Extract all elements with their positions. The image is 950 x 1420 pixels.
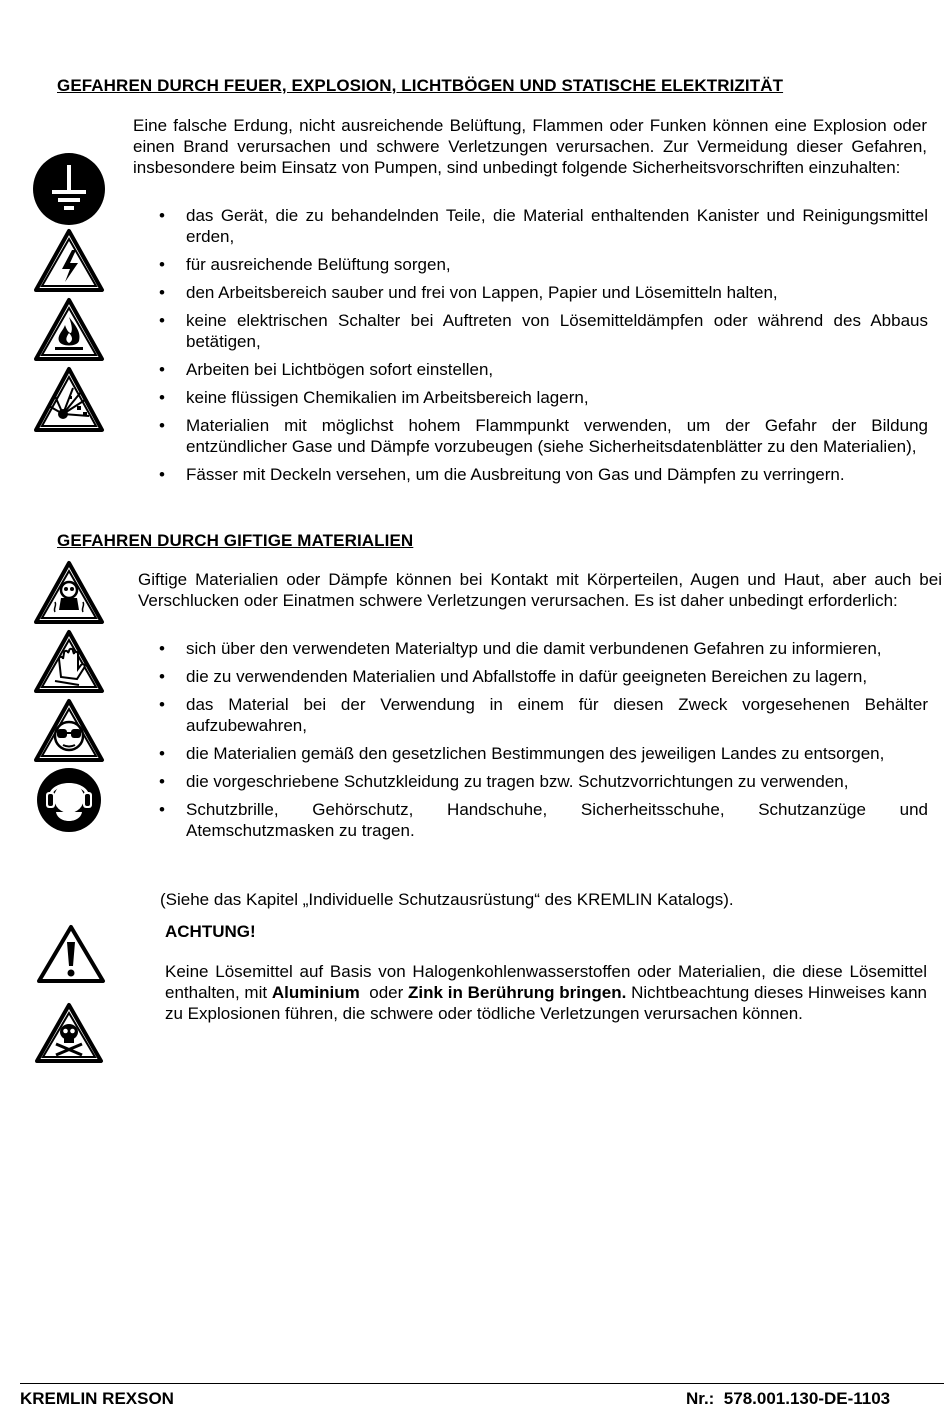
warning-text: Keine Lösemittel auf Basis von Halogenkohlenwasserstoffen oder Materialien, die diese Lösemittel enthalten, mit Aluminium oder Zink in Berührung bringen. Nichtbeachtung dieses Hinweises kann zu Explosionen führen, die schwere oder tödliche Verletzungen verursachen können. xyxy=(165,962,928,1023)
warning-bold-zinc: Zink in Berührung bringen. xyxy=(408,983,627,1002)
section-heading-toxic: GEFAHREN DURCH GIFTIGE MATERIALIEN xyxy=(57,531,414,550)
section-intro-toxic: Giftige Materialien oder Dämpfe können bei Kontakt mit Körperteilen, Augen und Haut, aber auch bei Verschlucken oder Einatmen schwere Verletzungen verursachen. Es ist daher unbedingt erforderlich: xyxy=(138,570,942,610)
footer-doc-number: Nr.: 578.001.130-DE-1103 xyxy=(686,1389,891,1408)
list-item: • sich über den verwendeten Materialtyp und die damit verbundenen Gefahren zu informieren, xyxy=(159,639,882,658)
list-item: • die zu verwendenden Materialien und Abfallstoffe in dafür geeigneten Bereichen zu lagern, xyxy=(159,667,868,686)
list-item: • die Materialien gemäß den gesetzlichen Bestimmungen des jeweiligen Landes zu entsorgen, xyxy=(159,744,885,763)
list-item: • Fässer mit Deckeln versehen, um die Ausbreitung von Gas und Dämpfen zu verringern. xyxy=(159,465,845,484)
gloves-icon xyxy=(33,629,105,695)
list-item: • für ausreichende Belüftung sorgen, xyxy=(159,255,451,274)
footer-divider xyxy=(20,1383,944,1384)
warning-title: ACHTUNG! xyxy=(165,922,256,941)
list-item: • Schutzbrille, Gehörschutz, Handschuhe, Sicherheitsschuhe, Schutzanzüge und Atemschutzmasken zu tragen. xyxy=(159,800,928,840)
bullet-list-toxic xyxy=(158,638,928,841)
flammable-icon xyxy=(33,297,105,363)
footer-company: KREMLIN REXSON xyxy=(20,1389,174,1408)
poison-skull-icon xyxy=(34,1002,104,1064)
ground-icon xyxy=(32,152,106,226)
list-item: • keine flüssigen Chemikalien im Arbeitsbereich lagern, xyxy=(159,388,589,407)
ear-protection-icon xyxy=(36,766,102,834)
section-intro-fire: Eine falsche Erdung, nicht ausreichende Belüftung, Flammen oder Funken können eine Explosion oder einen Brand verursachen und schwere Verletzungen verursachen. Zur Vermeidung dieser Gefahren, insbesondere beim Einsatz von Pumpen, sind unbedingt folgende Sicherheitsvorschriften einzuhalten: xyxy=(133,116,927,177)
list-item: • Arbeiten bei Lichtbögen sofort einstellen, xyxy=(159,360,494,379)
electric-hazard-icon xyxy=(33,228,105,294)
toxic-fumes-icon xyxy=(33,560,105,626)
list-item: • keine elektrischen Schalter bei Auftreten von Lösemitteldämpfen oder während des Abbaus betätigen, xyxy=(159,311,928,351)
warning-exclamation-icon xyxy=(36,924,106,984)
section-heading-fire: GEFAHREN DURCH FEUER, EXPLOSION, LICHTBÖGEN UND STATISCHE ELEKTRIZITÄT xyxy=(57,76,784,95)
bullet-list-fire xyxy=(158,205,928,485)
list-item: • das Material bei der Verwendung in einem für diesen Zweck vorgesehenen Behälter aufzubewahren, xyxy=(159,695,928,735)
catalog-note: (Siehe das Kapitel „Individuelle Schutzausrüstung“ des KREMLIN Katalogs). xyxy=(160,890,734,909)
list-item: • das Gerät, die zu behandelnden Teile, die Material enthaltenden Kanister und Reinigungsmittel erden, xyxy=(159,206,928,246)
list-item: • Materialien mit möglichst hohem Flammpunkt verwenden, um der Gefahr der Bildung entzündlicher Gase und Dämpfe vorzubeugen (siehe Sicherheitsdatenblätter zu den Materialien), xyxy=(159,416,928,456)
explosive-icon xyxy=(33,366,105,434)
safety-goggles-icon xyxy=(33,698,105,764)
list-item: • die vorgeschriebene Schutzkleidung zu tragen bzw. Schutzvorrichtungen zu verwenden, xyxy=(159,772,849,791)
list-item: • den Arbeitsbereich sauber und frei von Lappen, Papier und Lösemitteln halten, xyxy=(159,283,778,302)
warning-bold-aluminium: Aluminium xyxy=(271,983,360,1002)
